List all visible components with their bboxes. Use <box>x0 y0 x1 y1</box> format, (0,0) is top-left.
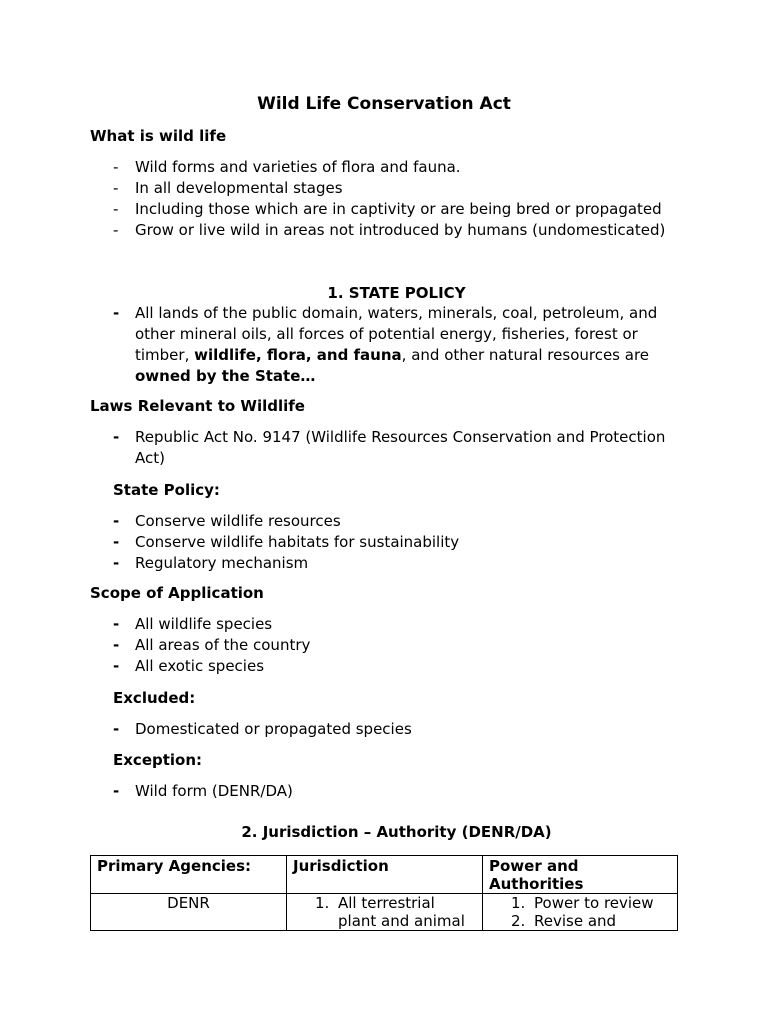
table-header-cell: Primary Agencies: <box>91 856 287 894</box>
bullet-dash: - <box>113 158 119 176</box>
heading-jurisdiction <box>0 822 768 843</box>
heading-scope: Scope of Application <box>90 584 264 602</box>
list-item <box>0 553 680 574</box>
document-title: Wild Life Conservation Act <box>257 94 511 114</box>
list-item <box>489 894 671 912</box>
text-fragment: , and other natural resources are <box>401 346 650 364</box>
list-item <box>0 199 680 220</box>
list-number: 2. <box>511 912 526 930</box>
table-cell-power <box>483 894 678 931</box>
bullet-dash: - <box>113 221 119 239</box>
list-item <box>0 532 680 553</box>
bullet-dash: - <box>113 615 120 633</box>
state-policy-sub-list <box>0 511 680 574</box>
heading-laws: Laws Relevant to Wildlife <box>90 397 305 415</box>
table-header-cell: Jurisdiction <box>287 856 483 894</box>
laws-list <box>0 427 680 469</box>
bullet-dash: - <box>113 554 120 572</box>
heading-excluded: Excluded: <box>113 689 196 707</box>
heading-state-policy-sub: State Policy: <box>113 481 220 499</box>
list-item-text: Domesticated or propagated species <box>135 720 412 738</box>
exception-list <box>0 781 680 802</box>
list-item-text: Conserve wildlife resources <box>135 512 341 530</box>
list-item <box>0 635 680 656</box>
list-item-text: Power to review <box>534 894 654 912</box>
heading-what-is-wild-life: What is wild life <box>90 127 227 145</box>
text-fragment-bold: wildlife, flora, and fauna <box>194 346 402 364</box>
text-fragment-bold: owned by the State… <box>135 367 316 385</box>
jurisdiction-list <box>293 894 476 930</box>
bullet-dash: - <box>113 512 120 530</box>
list-item <box>0 511 680 532</box>
list-item <box>0 427 680 469</box>
list-item-text: Revise and <box>534 912 617 930</box>
list-item-text: All exotic species <box>135 657 265 675</box>
heading-exception: Exception: <box>113 751 203 769</box>
list-item <box>0 656 680 677</box>
list-item-text: Regulatory mechanism <box>135 554 309 572</box>
state-policy-list <box>0 303 680 387</box>
bullet-dash: - <box>113 428 120 446</box>
table-row <box>91 894 678 931</box>
list-item <box>0 614 680 635</box>
agencies-table <box>90 855 678 931</box>
bullet-dash: - <box>113 657 120 675</box>
list-item-text: Wild forms and varieties of flora and fauna. <box>135 158 461 176</box>
bullet-dash: - <box>113 200 119 218</box>
list-item-text: All terrestrial plant and animal <box>338 894 465 930</box>
bullet-dash: - <box>113 720 120 738</box>
list-item <box>293 894 476 930</box>
list-number: 1. <box>315 894 330 912</box>
bullet-dash: - <box>113 179 119 197</box>
text-fragment: All lands of the public domain, waters, minerals, coal, petroleum, and other mineral oils, all forces of potential energy, fisheries, forest or timber, <box>135 304 658 364</box>
list-item-text: In all developmental stages <box>135 179 343 197</box>
power-list <box>489 894 671 930</box>
list-item-text: Republic Act No. 9147 (Wildlife Resources Conservation and Protection Act) <box>135 428 666 467</box>
list-item <box>0 157 680 178</box>
table-cell-jurisdiction <box>287 894 483 931</box>
list-item <box>0 781 680 802</box>
heading-jurisdiction-text: 2. Jurisdiction – Authority (DENR/DA) <box>241 823 552 841</box>
heading-state-policy-text: 1. STATE POLICY <box>327 284 466 302</box>
scope-list <box>0 614 680 677</box>
list-number: 1. <box>511 894 526 912</box>
list-item <box>0 178 680 199</box>
list-item-text: Conserve wildlife habitats for sustainability <box>135 533 460 551</box>
list-item <box>489 912 671 930</box>
excluded-list <box>0 719 680 740</box>
wild-life-definition-list <box>0 157 680 241</box>
list-item <box>0 303 680 387</box>
table-cell-agency: DENR <box>91 894 287 931</box>
table-header-row <box>91 856 678 894</box>
bullet-dash: - <box>113 533 120 551</box>
bullet-dash: - <box>113 782 120 800</box>
bullet-dash: - <box>113 304 120 322</box>
list-item-text: Including those which are in captivity or are being bred or propagated <box>135 200 662 218</box>
list-item-text: All wildlife species <box>135 615 273 633</box>
bullet-dash: - <box>113 636 120 654</box>
state-policy-text <box>135 304 657 385</box>
list-item-text: Wild form (DENR/DA) <box>135 782 293 800</box>
list-item-text: All areas of the country <box>135 636 311 654</box>
heading-state-policy <box>0 283 768 304</box>
table-header-cell: Power and Authorities <box>483 856 678 894</box>
list-item <box>0 220 680 241</box>
list-item <box>0 719 680 740</box>
list-item-text: Grow or live wild in areas not introduced by humans (undomesticated) <box>135 221 666 239</box>
